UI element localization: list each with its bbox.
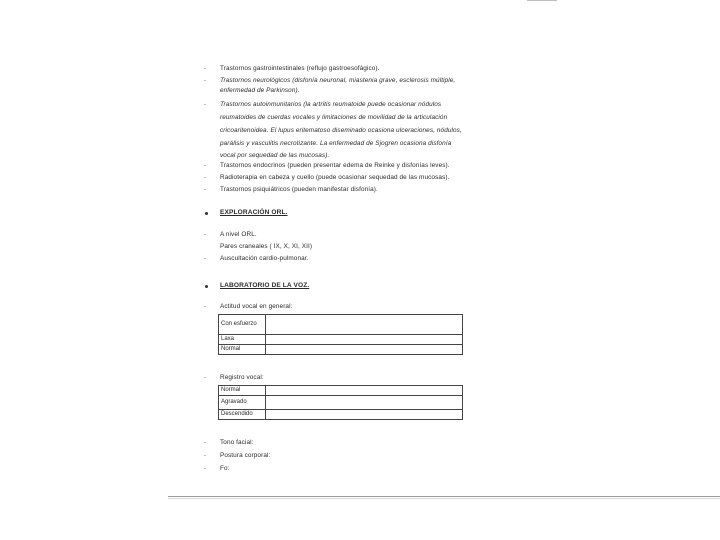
table-cell-blank	[266, 386, 463, 396]
table-cell-label: Laxa	[219, 335, 266, 345]
list-item: Radioterapia en cabeza y cuello (puede ocasionar sequedad de las mucosas).	[220, 174, 450, 181]
list-dash: -	[204, 175, 206, 181]
list-dash: -	[204, 66, 206, 72]
list-item-continued: cricoaritenoidea. El lupus eritematoso diseminado ocasiona ulceraciones, nódulos,	[220, 127, 462, 134]
table-cell-blank	[266, 335, 463, 345]
section-title-laboratorio: LABORATORIO DE LA VOZ.	[220, 282, 310, 289]
registro-vocal-label: Registro vocal:	[220, 374, 264, 381]
table-cell-blank	[266, 396, 463, 410]
list-item: Trastornos endocrinos (pueden presentar edema de Reinke y disfonías leves).	[220, 162, 450, 169]
list-item-continued: vocal por sequedad de las mucosas).	[220, 152, 330, 159]
list-item: Pares craneales ( IX, X, XI, XII)	[220, 243, 313, 250]
table-row	[219, 386, 463, 396]
section-bullet	[205, 285, 208, 288]
table-row	[219, 315, 463, 335]
table-cell-label: Normal	[219, 386, 266, 396]
list-item-continued: enfermedad de Parkinson).	[220, 87, 300, 94]
list-dash: -	[204, 375, 206, 381]
list-dash: -	[204, 78, 206, 84]
list-item: Trastornos gastrointestinales (reflujo gastroesofágico).	[220, 65, 380, 72]
table-cell-label	[219, 315, 266, 335]
fo-label: Fo:	[220, 465, 230, 472]
list-dash: -	[204, 102, 206, 108]
list-dash: -	[204, 187, 206, 193]
table-row	[219, 396, 463, 410]
scan-artifact-bottom-shadow	[168, 498, 720, 499]
list-dash: -	[204, 466, 206, 472]
tono-facial-label: Tono facial:	[220, 439, 254, 446]
table-cell-label: Descendido	[219, 410, 266, 420]
table-cell-label: Normal	[219, 345, 266, 355]
registro-vocal-table	[218, 385, 463, 420]
list-dash: -	[204, 256, 206, 262]
table-row	[219, 345, 463, 355]
actitud-vocal-table	[218, 314, 463, 355]
section-bullet	[205, 212, 208, 215]
list-dash: -	[204, 440, 206, 446]
table-cell-blank	[266, 345, 463, 355]
list-item: Trastornos psiquiátricos (pueden manifestar disfonía).	[220, 186, 378, 193]
scan-artifact-top	[527, 0, 557, 1]
table-row	[219, 335, 463, 345]
table-cell-label: Agravado	[219, 396, 266, 410]
scan-artifact-bottom	[168, 496, 720, 497]
list-dash: -	[204, 304, 206, 310]
list-dash: -	[204, 232, 206, 238]
table-cell-blank	[266, 410, 463, 420]
list-item: A nivel ORL.	[220, 231, 257, 238]
list-dash: -	[204, 453, 206, 459]
postura-corporal-label: Postura corporal:	[220, 452, 271, 459]
table-row	[219, 410, 463, 420]
list-item-continued: reumatoides de cuerdas vocales y limitaciones de movilidad de la articulación	[220, 114, 448, 121]
section-title-exploracion: EXPLORACIÓN ORL.	[220, 209, 288, 216]
list-dash: -	[204, 163, 206, 169]
list-item: Trastornos neurológicos (disfonía neuronal, miastenia grave, esclerosis múltiple,	[220, 77, 456, 84]
list-item: Trastornos autoinmunitarios (la artritis reumatoide puede ocasionar nódulos	[220, 101, 442, 108]
list-item-continued: parálisis y vasculitis necrotizante. La enfermedad de Sjogren ocasiona disfonía	[220, 140, 452, 147]
table-cell-blank	[266, 315, 463, 335]
list-item: Auscultación cardio-pulmonar.	[220, 255, 309, 262]
actitud-vocal-label: Actitud vocal en general:	[220, 303, 293, 310]
cell-text: Con esfuerzo	[221, 321, 257, 327]
